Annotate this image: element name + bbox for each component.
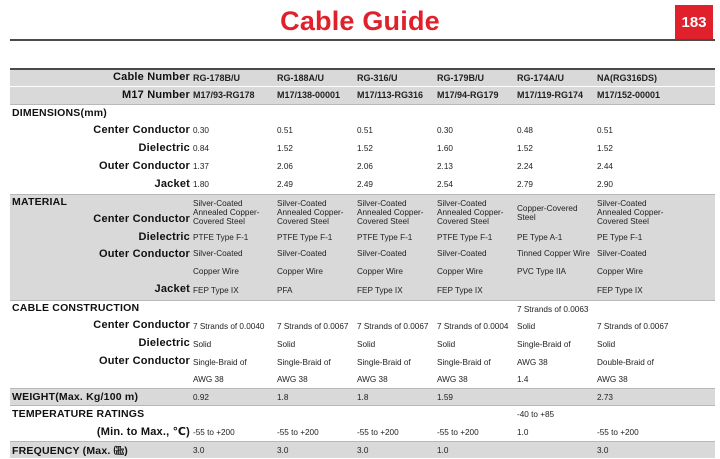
construction-section <box>10 301 715 317</box>
construction-section-cell <box>193 301 271 317</box>
con-outer-conductor-2-values <box>10 371 715 388</box>
con-dielectric <box>10 335 715 353</box>
m17-number-row-label: M17 Number <box>121 89 190 101</box>
weight-row-section-title: WEIGHT(Max. Kg/100 m) <box>12 391 139 403</box>
con-center-conductor-values <box>10 317 715 335</box>
weight-row-cell: 2.73 <box>597 392 613 402</box>
con-dielectric-cell: Solid <box>277 339 296 349</box>
frequency-row-cell <box>517 442 595 458</box>
dim-center-conductor-cell: 0.30 <box>193 126 209 135</box>
con-outer-conductor-1 <box>10 353 715 371</box>
mat-dielectric-label: Dielectric <box>138 231 190 243</box>
mat-dielectric-cell: PTFE Type F-1 <box>277 233 333 242</box>
mat-center-conductor-cell: Silver-Coated Annealed Copper-Covered Steel <box>277 199 344 226</box>
con-outer-conductor-2-cell: 1.4 <box>517 375 529 384</box>
frequency-row-cell: 3.0 <box>193 445 205 455</box>
title-divider <box>10 39 715 41</box>
mat-jacket-cell: PFA <box>277 286 293 295</box>
dimensions-section-section-title: DIMENSIONS(mm) <box>12 107 107 119</box>
con-outer-conductor-2-cell: AWG 38 <box>437 375 468 384</box>
dim-jacket-cell: 2.54 <box>437 180 453 189</box>
m17-number-row <box>10 87 715 104</box>
weight-row-values <box>10 389 715 405</box>
dim-outer-conductor-cell: 1.37 <box>193 162 209 171</box>
con-center-conductor-cell: 7 Strands of 0.0067 <box>597 321 669 331</box>
construction-section-cell <box>357 301 435 317</box>
mat-outer-conductor-2 <box>10 262 715 281</box>
page-title: Cable Guide <box>280 6 440 36</box>
cable-number-row-cell: RG-174A/U <box>517 72 565 83</box>
mat-center-conductor-cell: Copper-Covered Steel <box>517 203 578 222</box>
dim-outer-conductor-values <box>10 158 715 175</box>
weight-row-cell <box>517 389 595 405</box>
mat-jacket-label: Jacket <box>154 283 190 295</box>
mat-outer-conductor-2-values <box>10 262 715 281</box>
mat-jacket-cell: FEP Type IX <box>437 286 483 295</box>
dim-center-conductor-label: Center Conductor <box>93 123 190 136</box>
mat-jacket-cell: FEP Type IX <box>193 286 239 295</box>
weight-row-cell: 0.92 <box>193 392 209 402</box>
dim-dielectric-cell: 1.52 <box>277 144 293 153</box>
temp-min-max <box>10 423 715 441</box>
dim-jacket-values <box>10 176 715 193</box>
dim-outer-conductor <box>10 158 715 175</box>
dim-dielectric-cell: 1.52 <box>517 144 533 153</box>
dim-jacket-cell: 2.49 <box>277 180 293 189</box>
con-outer-conductor-2 <box>10 371 715 388</box>
mat-center-conductor-cell: Silver-Coated Annealed Copper-Covered Steel <box>193 199 260 226</box>
temp-min-max-label: (Min. to Max., ℃) <box>96 426 190 438</box>
construction-section-cell <box>437 301 515 317</box>
con-outer-conductor-1-cell: Single-Braid of <box>277 357 331 367</box>
dim-center-conductor <box>10 122 715 139</box>
m17-number-row-cell: M17/93-RG178 <box>193 90 255 100</box>
con-outer-conductor-1-cell: AWG 38 <box>517 357 548 367</box>
con-dielectric-cell: Single-Braid of <box>517 339 571 349</box>
cable-number-row-cell: RG-178B/U <box>193 72 241 83</box>
frequency-row <box>10 442 715 458</box>
mat-outer-conductor-2-cell: Copper Wire <box>277 267 323 276</box>
mat-center-conductor-section-title: MATERIAL <box>12 196 68 208</box>
weight-row-cell: 1.8 <box>277 392 289 402</box>
cable-number-row-values <box>10 70 715 86</box>
con-dielectric-cell: Solid <box>193 339 212 349</box>
dim-outer-conductor-cell: 2.13 <box>437 162 453 171</box>
mat-jacket <box>10 281 715 300</box>
frequency-row-section-title: FREQUENCY (Max. ㎓) <box>12 445 129 457</box>
mat-dielectric-values <box>10 230 715 245</box>
m17-number-row-cell: M17/113-RG316 <box>357 90 424 100</box>
con-outer-conductor-1-label: Outer Conductor <box>99 355 190 367</box>
con-center-conductor-cell: Solid <box>517 321 536 331</box>
mat-outer-conductor-1-cell: Silver-Coated <box>277 249 327 258</box>
dim-outer-conductor-cell: 2.06 <box>357 162 373 171</box>
temperature-section-cell <box>193 406 271 423</box>
mat-outer-conductor-1-cell: Silver-Coated <box>437 249 487 258</box>
m17-number-row-values <box>10 87 715 104</box>
dim-outer-conductor-label: Outer Conductor <box>99 159 190 172</box>
mat-outer-conductor-2-cell: Copper Wire <box>357 267 403 276</box>
temp-min-max-cell: -55 to +200 <box>193 427 235 437</box>
mat-outer-conductor-1-cell: Silver-Coated <box>193 249 243 258</box>
temp-min-max-cell: -55 to +200 <box>437 427 479 437</box>
weight-row-cell: 1.59 <box>437 392 453 402</box>
mat-outer-conductor-2-cell: Copper Wire <box>193 267 239 276</box>
cable-number-row-cell: RG-179B/U <box>437 72 485 83</box>
weight-row <box>10 389 715 405</box>
dim-jacket-cell: 2.79 <box>517 180 533 189</box>
con-outer-conductor-2-cell: AWG 38 <box>277 375 308 384</box>
mat-dielectric-cell: PTFE Type F-1 <box>357 233 413 242</box>
dim-center-conductor-cell: 0.30 <box>437 126 453 135</box>
temperature-section-cell <box>357 406 435 423</box>
construction-section-section-title: CABLE CONSTRUCTION <box>12 302 140 314</box>
con-center-conductor-label: Center Conductor <box>93 319 190 331</box>
dim-dielectric-cell: 1.60 <box>437 144 453 153</box>
con-outer-conductor-1-values <box>10 353 715 371</box>
temp-min-max-cell: 1.0 <box>517 427 529 437</box>
con-center-conductor-cell: 7 Strands of 0.0004 <box>437 321 509 331</box>
temp-min-max-values <box>10 423 715 441</box>
con-outer-conductor-1-cell: Double-Braid of <box>597 357 654 367</box>
con-dielectric-values <box>10 335 715 353</box>
con-outer-conductor-2-cell: AWG 38 <box>597 375 628 384</box>
dim-dielectric-values <box>10 140 715 157</box>
dim-dielectric-label: Dielectric <box>138 141 190 154</box>
dim-dielectric <box>10 140 715 157</box>
temp-min-max-cell: -55 to +200 <box>277 427 319 437</box>
con-center-conductor <box>10 317 715 335</box>
mat-center-conductor-values <box>10 195 715 230</box>
mat-jacket-cell: FEP Type IX <box>597 286 643 295</box>
mat-center-conductor-label: Center Conductor <box>93 213 190 225</box>
mat-outer-conductor-1-cell: Silver-Coated <box>357 249 407 258</box>
weight-row-cell: 1.8 <box>357 392 369 402</box>
temperature-section <box>10 406 715 423</box>
con-center-conductor-cell: 7 Strands of 0.0067 <box>357 321 429 331</box>
cable-number-row-label: Cable Number <box>113 71 190 83</box>
con-outer-conductor-2-cell: AWG 38 <box>193 375 224 384</box>
dim-center-conductor-values <box>10 122 715 139</box>
con-outer-conductor-1-cell: Single-Braid of <box>437 357 491 367</box>
m17-number-row-cell: M17/94-RG179 <box>437 90 499 100</box>
construction-section-cell <box>277 301 355 317</box>
mat-dielectric <box>10 230 715 245</box>
page-number-badge: 183 <box>675 5 713 39</box>
dim-jacket-cell: 1.80 <box>193 180 209 189</box>
frequency-row-cell: 1.0 <box>437 445 449 455</box>
cable-number-row-cell: NA(RG316DS) <box>597 72 658 83</box>
frequency-row-cell: 3.0 <box>357 445 369 455</box>
dim-jacket-cell: 2.49 <box>357 180 373 189</box>
con-dielectric-cell: Solid <box>357 339 376 349</box>
temperature-section-values <box>10 406 715 423</box>
mat-center-conductor-cell: Silver-Coated Annealed Copper-Covered Steel <box>357 199 424 226</box>
dim-jacket-label: Jacket <box>154 177 190 190</box>
m17-number-row-cell: M17/138-00001 <box>277 90 341 100</box>
dim-outer-conductor-cell: 2.44 <box>597 162 613 171</box>
temp-min-max-cell: -55 to +200 <box>357 427 399 437</box>
cable-number-row-cell: RG-316/U <box>357 72 398 83</box>
dim-dielectric-cell: 1.52 <box>357 144 373 153</box>
dim-center-conductor-cell: 0.48 <box>517 126 533 135</box>
mat-outer-conductor-1-values <box>10 245 715 262</box>
dim-outer-conductor-cell: 2.24 <box>517 162 533 171</box>
temperature-section-cell: -40 to +85 <box>517 410 555 419</box>
mat-jacket-cell <box>517 281 595 300</box>
con-outer-conductor-2-cell: AWG 38 <box>357 375 388 384</box>
mat-outer-conductor-2-cell: Copper Wire <box>597 267 643 276</box>
mat-jacket-cell: FEP Type IX <box>357 286 403 295</box>
construction-section-cell: 7 Strands of 0.0063 <box>517 304 589 314</box>
mat-outer-conductor-1-cell: Tinned Copper Wire <box>517 249 590 258</box>
construction-section-cell <box>597 301 675 317</box>
mat-center-conductor-cell: Silver-Coated Annealed Copper-Covered Steel <box>597 199 664 226</box>
mat-outer-conductor-1 <box>10 245 715 262</box>
mat-outer-conductor-1-label: Outer Conductor <box>99 248 190 260</box>
dim-dielectric-cell: 0.84 <box>193 144 209 153</box>
con-outer-conductor-1-cell: Single-Braid of <box>193 357 247 367</box>
dim-center-conductor-cell: 0.51 <box>357 126 373 135</box>
con-dielectric-cell: Solid <box>597 339 616 349</box>
m17-number-row-cell: M17/119-RG174 <box>517 90 584 100</box>
dim-jacket-cell: 2.90 <box>597 180 613 189</box>
dimensions-section <box>10 105 715 121</box>
cable-number-row-cell: RG-188A/U <box>277 72 325 83</box>
con-dielectric-label: Dielectric <box>138 337 190 349</box>
dim-jacket <box>10 176 715 193</box>
frequency-row-cell: 3.0 <box>277 445 289 455</box>
frequency-row-values <box>10 442 715 458</box>
con-center-conductor-cell: 7 Strands of 0.0040 <box>193 321 265 331</box>
mat-dielectric-cell: PE Type F-1 <box>597 233 643 242</box>
mat-jacket-values <box>10 281 715 300</box>
dim-center-conductor-cell: 0.51 <box>597 126 613 135</box>
mat-dielectric-cell: PE Type A-1 <box>517 233 563 242</box>
dim-center-conductor-cell: 0.51 <box>277 126 293 135</box>
frequency-row-cell: 3.0 <box>597 445 609 455</box>
mat-center-conductor <box>10 195 715 230</box>
mat-outer-conductor-2-cell: PVC Type IIA <box>517 267 566 276</box>
mat-dielectric-cell: PTFE Type F-1 <box>193 233 249 242</box>
dim-dielectric-cell: 1.52 <box>597 144 613 153</box>
temperature-section-cell <box>277 406 355 423</box>
mat-outer-conductor-2-cell: Copper Wire <box>437 267 483 276</box>
dim-outer-conductor-cell: 2.06 <box>277 162 293 171</box>
con-center-conductor-cell: 7 Strands of 0.0067 <box>277 321 349 331</box>
temp-min-max-cell: -55 to +200 <box>597 427 639 437</box>
con-outer-conductor-1-cell: Single-Braid of <box>357 357 411 367</box>
temperature-section-section-title: TEMPERATURE RATINGS <box>12 408 145 420</box>
mat-center-conductor-cell: Silver-Coated Annealed Copper-Covered Steel <box>437 199 504 226</box>
mat-dielectric-cell: PTFE Type F-1 <box>437 233 493 242</box>
construction-section-values <box>10 301 715 317</box>
con-dielectric-cell: Solid <box>437 339 456 349</box>
temperature-section-cell <box>597 406 675 423</box>
m17-number-row-cell: M17/152-00001 <box>597 90 661 100</box>
cable-number-row <box>10 70 715 86</box>
mat-outer-conductor-1-cell: Silver-Coated <box>597 249 647 258</box>
temperature-section-cell <box>437 406 515 423</box>
